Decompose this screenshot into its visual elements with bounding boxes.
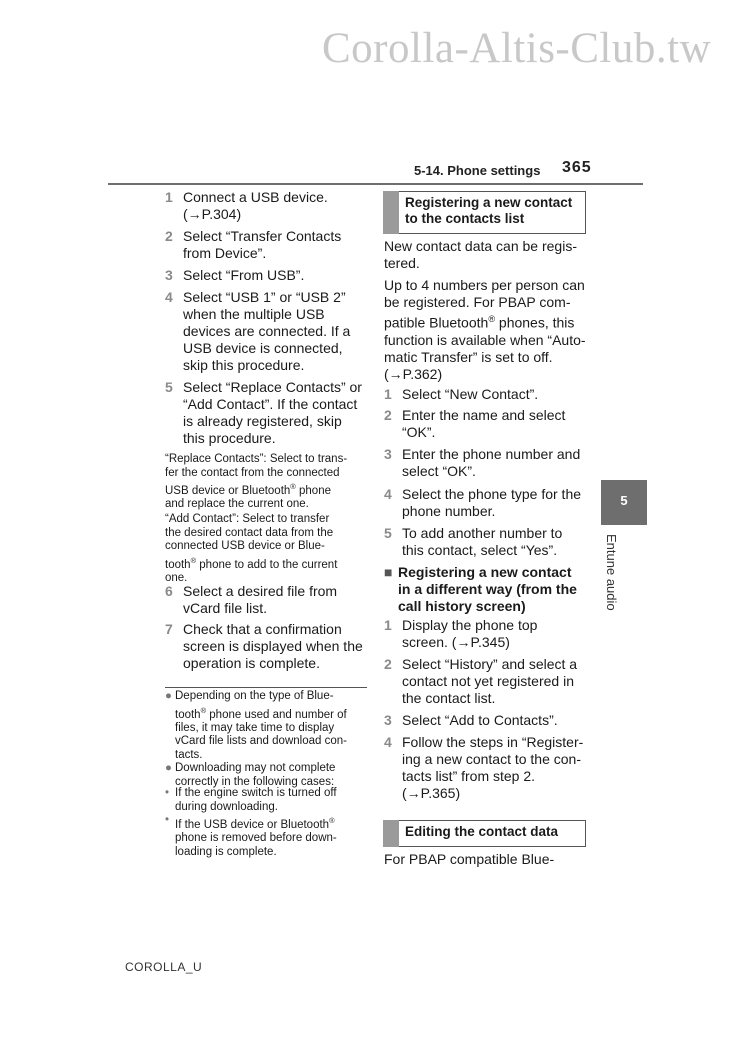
- step-item: [165, 189, 328, 223]
- section-heading: Editing the contact data: [405, 824, 559, 839]
- section-heading-box: [383, 820, 586, 847]
- step-text: Select “New Contact”.: [402, 386, 539, 402]
- step-item: [165, 289, 350, 374]
- note-text: If the engine switch is turned off during downloading.: [175, 787, 337, 813]
- section-heading: Registering a new contact to the contacts list: [405, 195, 573, 226]
- step-number: 1: [165, 189, 173, 205]
- step-text: Select “Add to Contacts”.: [402, 712, 558, 728]
- step-text: Select “History” and select a contact not yet registered in the contact list.: [402, 656, 578, 706]
- step-number: 3: [384, 446, 392, 462]
- step-text: Display the phone top screen. (→P.345): [402, 617, 538, 650]
- step-item: [384, 656, 577, 707]
- paragraph: New contact data can be regis- tered.: [384, 238, 577, 271]
- note-item: [165, 762, 335, 789]
- header-rule: [108, 183, 643, 185]
- step-number: 4: [384, 734, 392, 750]
- step-number: 5: [165, 379, 173, 395]
- section-heading-box: [383, 191, 586, 234]
- section-title: 5-14. Phone settings: [414, 163, 541, 178]
- step-text: Check that a confirmation screen is displayed when the operation is complete.: [183, 621, 363, 671]
- step-text: Connect a USB device. (→P.304): [183, 189, 328, 222]
- step-number: 2: [384, 656, 392, 672]
- step-number: 3: [165, 267, 173, 283]
- subsection-heading-text: Registering a new contact in a different way (from the call history screen): [398, 564, 577, 614]
- step-item: [165, 621, 363, 672]
- step-number: 6: [165, 583, 173, 599]
- step-number: 5: [384, 525, 392, 541]
- step-number: 7: [165, 621, 173, 637]
- paragraph: Up to 4 numbers per person can be registered. For PBAP com- patible Bluetooth® phones, this function is available when “Auto- matic Transfer” is set to off. (→P.362): [384, 277, 586, 382]
- step-item: [165, 228, 341, 262]
- step-item: [384, 407, 565, 441]
- bullet-icon: •: [165, 814, 170, 826]
- square-icon: ■: [384, 564, 393, 580]
- note-text: Depending on the type of Blue- tooth® phone used and number of files, it may take time to display vCard file lists and download con- tacts.: [175, 690, 347, 761]
- description-add-contact: “Add Contact”: Select to transfer the desired contact data from the connected USB device or Blue- tooth® phone to add to the current one.: [165, 513, 338, 584]
- step-text: Select “Replace Contacts” or “Add Contact”. If the contact is already registered, skip this procedure.: [183, 379, 362, 446]
- chapter-label: Entune audio: [604, 534, 619, 611]
- step-item: [384, 712, 558, 729]
- bullet-icon: ●: [165, 690, 172, 702]
- step-text: Enter the name and select “OK”.: [402, 407, 566, 440]
- subsection-heading: [384, 564, 577, 615]
- chapter-number: 5: [620, 493, 628, 508]
- step-text: To add another number to this contact, select “Yes”.: [402, 525, 563, 558]
- note-text: Downloading may not complete correctly in the following cases:: [175, 762, 336, 788]
- step-item: [384, 446, 580, 480]
- note-rule: [165, 687, 367, 688]
- bullet-icon: •: [165, 787, 170, 799]
- step-item: [165, 583, 337, 617]
- step-number: 1: [384, 386, 392, 402]
- footer-code: COROLLA_U: [125, 960, 203, 974]
- step-number: 2: [384, 407, 392, 423]
- step-text: Select “From USB”.: [183, 267, 305, 283]
- step-item: [384, 486, 581, 520]
- step-number: 4: [384, 486, 392, 502]
- step-item: [384, 734, 583, 802]
- bullet-icon: ●: [165, 762, 172, 774]
- note-item: [165, 690, 347, 762]
- watermark: Corolla-Altis-Club.tw: [322, 25, 712, 72]
- note-text: If the USB device or Bluetooth® phone is removed before down- loading is complete.: [175, 816, 337, 858]
- paragraph: For PBAP compatible Blue-: [384, 851, 555, 867]
- page-number: 365: [562, 159, 592, 176]
- step-item: [165, 379, 362, 447]
- step-item: [384, 386, 538, 403]
- step-item: [165, 267, 304, 284]
- step-number: 1: [384, 617, 392, 633]
- step-item: [384, 617, 537, 651]
- step-text: Select “USB 1” or “USB 2” when the multiple USB devices are connected. If a USB device is connected, skip this procedure.: [183, 289, 351, 373]
- step-number: 4: [165, 289, 173, 305]
- step-text: Select a desired file from vCard file list.: [183, 583, 338, 616]
- step-text: Enter the phone number and select “OK”.: [402, 446, 581, 479]
- step-text: Select “Transfer Contacts from Device”.: [183, 228, 342, 261]
- note-item: [165, 814, 337, 859]
- step-item: [384, 525, 562, 559]
- step-text: Select the phone type for the phone number.: [402, 486, 582, 519]
- step-number: 2: [165, 228, 173, 244]
- note-item: [165, 787, 337, 814]
- description-replace-contacts: “Replace Contacts”: Select to trans- fer the contact from the connected USB device or Bluetooth® phone and replace the current one.: [165, 453, 348, 511]
- step-text: Follow the steps in “Register- ing a new contact to the con- tacts list” from step 2. (→P.365): [402, 734, 584, 801]
- step-number: 3: [384, 712, 392, 728]
